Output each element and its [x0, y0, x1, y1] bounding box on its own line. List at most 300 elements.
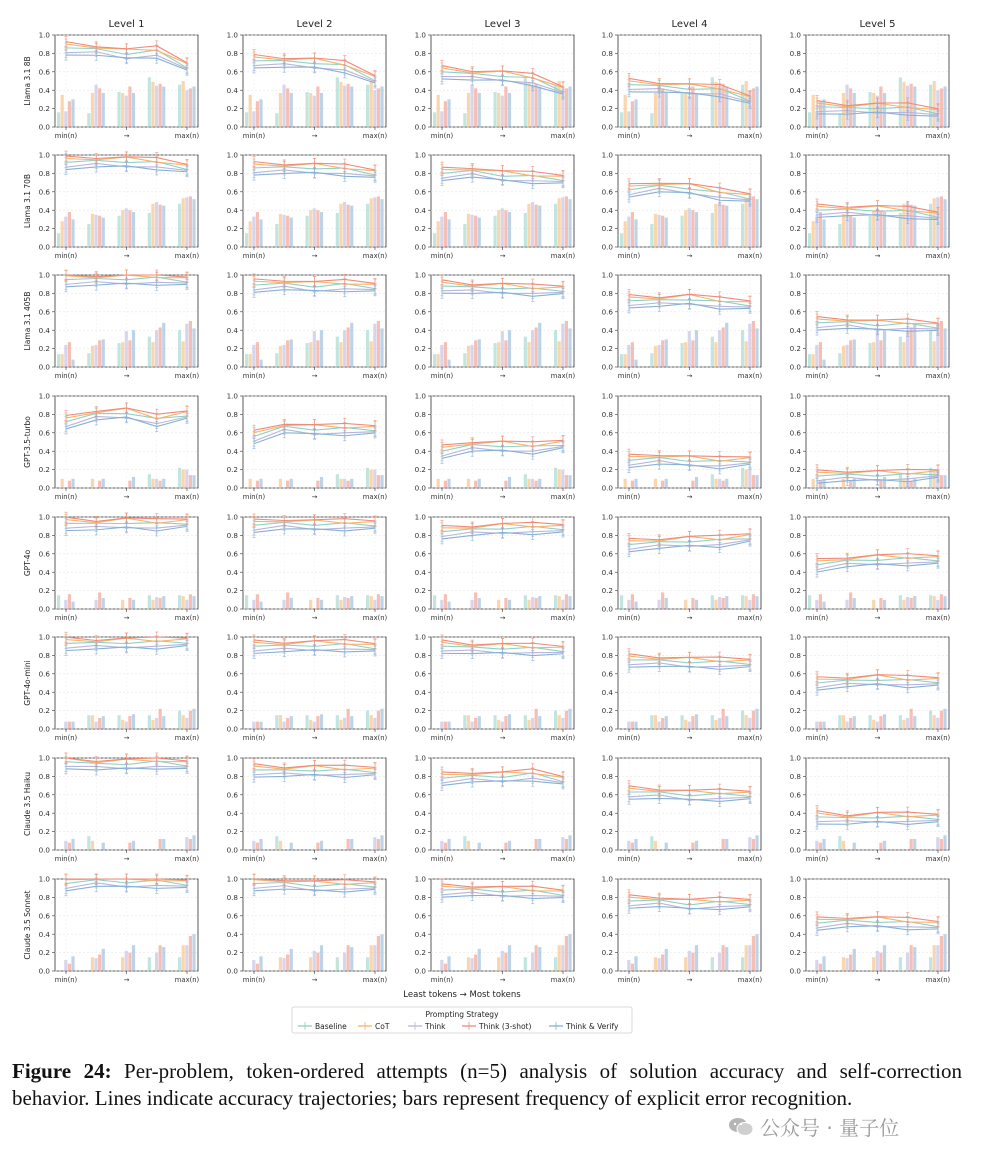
error-recognition-bar — [373, 718, 376, 729]
x-tick-label: → — [686, 855, 693, 863]
error-recognition-bar — [447, 956, 450, 971]
error-recognition-bar — [320, 93, 323, 127]
error-recognition-bar — [370, 945, 373, 971]
error-recognition-bar — [118, 343, 121, 367]
y-tick-label: 0.4 — [38, 325, 50, 335]
error-recognition-bar — [497, 342, 500, 367]
error-recognition-bar — [558, 596, 561, 609]
error-recognition-bar — [121, 720, 124, 729]
error-recognition-bar — [929, 330, 932, 367]
error-recognition-bar — [853, 218, 856, 247]
error-recognition-bar — [933, 715, 936, 729]
error-recognition-bar — [845, 345, 848, 367]
y-tick-label: 0.0 — [38, 362, 50, 372]
error-recognition-bar — [313, 951, 316, 971]
error-recognition-bar — [943, 328, 946, 367]
y-tick-label: 0.2 — [789, 706, 801, 716]
error-recognition-bar — [524, 957, 527, 971]
error-recognition-bar — [748, 837, 751, 850]
error-recognition-bar — [185, 90, 188, 127]
error-recognition-bar — [565, 88, 568, 127]
error-recognition-bar — [91, 346, 94, 367]
error-recognition-bar — [71, 360, 74, 367]
x-tick-label: min(n) — [617, 614, 641, 622]
column-title: Level 5 — [859, 19, 896, 30]
y-tick-label: 0.8 — [414, 531, 426, 540]
error-recognition-bar — [808, 595, 811, 609]
error-recognition-bar — [913, 596, 916, 609]
error-recognition-bar — [339, 720, 342, 729]
y-tick-label: 1.0 — [414, 270, 426, 280]
error-recognition-bar — [306, 216, 309, 247]
y-tick-label: 0.0 — [38, 604, 50, 614]
y-tick-label: 0.8 — [601, 49, 613, 58]
error-recognition-bar — [467, 93, 470, 127]
error-recognition-bar — [718, 330, 721, 367]
y-tick-label: 0.8 — [789, 651, 801, 660]
x-tick-label: max(n) — [174, 734, 200, 742]
error-recognition-bar — [61, 221, 64, 247]
x-tick-label: → — [874, 855, 881, 863]
x-tick-label: → — [311, 734, 318, 742]
subplot — [790, 513, 951, 622]
error-recognition-bar — [94, 722, 97, 729]
error-recognition-bar — [245, 595, 248, 609]
error-recognition-bar — [259, 722, 262, 729]
y-tick-label: 1.0 — [414, 753, 426, 763]
error-recognition-bar — [872, 720, 875, 729]
y-tick-label: 0.0 — [226, 242, 238, 252]
y-tick-label: 0.4 — [226, 85, 238, 95]
error-recognition-bar — [755, 709, 758, 729]
error-recognition-bar — [350, 839, 353, 850]
y-tick-label: 1.0 — [789, 270, 801, 280]
y-tick-label: 0.6 — [38, 67, 50, 77]
error-recognition-bar — [282, 85, 285, 127]
error-recognition-bar — [151, 204, 154, 247]
subplot — [227, 31, 388, 140]
error-recognition-bar — [57, 354, 60, 367]
error-recognition-bar — [849, 216, 852, 247]
y-tick-label: 0.6 — [38, 428, 50, 438]
error-recognition-bar — [178, 711, 181, 729]
error-recognition-bar — [347, 598, 350, 609]
error-recognition-bar — [661, 481, 664, 488]
y-tick-label: 0.6 — [789, 669, 801, 679]
error-recognition-bar — [812, 354, 815, 367]
error-recognition-bar — [343, 953, 346, 971]
error-recognition-bar — [132, 93, 135, 127]
error-recognition-bar — [620, 595, 623, 609]
y-tick-label: 0.4 — [789, 205, 801, 215]
error-recognition-bar — [94, 215, 97, 247]
error-recognition-bar — [192, 475, 195, 488]
error-recognition-bar — [189, 711, 192, 729]
y-tick-label: 1.0 — [601, 391, 613, 401]
error-recognition-bar — [508, 93, 511, 127]
error-recognition-bar — [377, 321, 380, 367]
error-recognition-bar — [657, 215, 660, 247]
error-recognition-bar — [249, 95, 252, 127]
error-recognition-bar — [102, 339, 105, 367]
error-recognition-bar — [132, 600, 135, 609]
subplot — [602, 513, 763, 622]
error-recognition-bar — [178, 330, 181, 367]
error-recognition-bar — [290, 716, 293, 729]
error-recognition-bar — [185, 837, 188, 850]
error-recognition-bar — [695, 600, 698, 609]
error-recognition-bar — [102, 949, 105, 971]
x-tick-label: min(n) — [430, 734, 454, 742]
error-recognition-bar — [433, 112, 436, 127]
error-recognition-bar — [440, 841, 443, 850]
error-recognition-bar — [718, 202, 721, 247]
x-tick-label: max(n) — [737, 734, 763, 742]
error-recognition-bar — [380, 475, 383, 488]
y-tick-label: 1.0 — [601, 270, 613, 280]
error-recognition-bar — [936, 837, 939, 850]
error-recognition-bar — [531, 718, 534, 729]
x-tick-label: → — [874, 252, 881, 260]
error-recognition-bar — [125, 722, 128, 729]
y-tick-label: 0.8 — [414, 651, 426, 660]
error-recognition-bar — [745, 470, 748, 488]
x-tick-label: → — [874, 614, 881, 622]
y-tick-label: 0.2 — [38, 224, 50, 234]
error-recognition-bar — [121, 600, 124, 609]
x-tick-label: max(n) — [174, 252, 200, 260]
error-recognition-bar — [531, 597, 534, 609]
error-recognition-bar — [808, 112, 811, 127]
error-recognition-bar — [91, 214, 94, 247]
error-recognition-bar — [128, 481, 131, 488]
error-recognition-bar — [159, 598, 162, 609]
y-tick-label: 0.0 — [789, 242, 801, 252]
y-tick-label: 0.6 — [38, 307, 50, 317]
x-tick-label: → — [123, 855, 130, 863]
subplot — [227, 151, 388, 260]
error-recognition-bar — [883, 330, 886, 367]
error-recognition-bar — [661, 592, 664, 609]
error-recognition-bar — [718, 479, 721, 488]
error-recognition-bar — [370, 715, 373, 729]
error-recognition-bar — [87, 113, 90, 127]
error-recognition-bar — [245, 354, 248, 367]
error-recognition-bar — [189, 196, 192, 247]
error-recognition-bar — [275, 715, 278, 729]
y-tick-label: 0.0 — [414, 724, 426, 734]
error-recognition-bar — [336, 715, 339, 729]
y-tick-label: 0.0 — [601, 122, 613, 132]
error-recognition-bar — [102, 843, 105, 850]
error-recognition-bar — [940, 196, 943, 247]
y-tick-label: 0.0 — [38, 122, 50, 132]
error-recognition-bar — [554, 468, 557, 488]
error-recognition-bar — [98, 216, 101, 247]
error-recognition-bar — [869, 715, 872, 729]
error-recognition-bar — [527, 600, 530, 609]
error-recognition-bar — [347, 481, 350, 488]
x-tick-label: min(n) — [242, 252, 266, 260]
error-recognition-bar — [259, 479, 262, 488]
x-tick-label: → — [874, 132, 881, 140]
error-recognition-bar — [657, 722, 660, 729]
error-recognition-bar — [444, 101, 447, 127]
x-tick-label: → — [123, 614, 130, 622]
x-tick-label: max(n) — [550, 614, 576, 622]
error-recognition-bar — [842, 841, 845, 850]
subplot — [39, 632, 200, 742]
y-tick-label: 0.4 — [38, 687, 50, 697]
y-tick-label: 0.2 — [601, 706, 613, 716]
y-tick-label: 1.0 — [601, 632, 613, 642]
error-recognition-bar — [320, 477, 323, 488]
error-recognition-bar — [467, 715, 470, 729]
x-tick-label: max(n) — [925, 493, 951, 501]
error-recognition-bar — [940, 88, 943, 127]
error-recognition-bar — [681, 216, 684, 247]
error-recognition-bar — [350, 716, 353, 729]
x-tick-label: max(n) — [925, 614, 951, 622]
x-tick-label: min(n) — [430, 132, 454, 140]
error-recognition-bar — [347, 709, 350, 729]
error-recognition-bar — [347, 84, 350, 127]
error-recognition-bar — [524, 715, 527, 729]
error-recognition-bar — [350, 947, 353, 971]
error-recognition-bar — [470, 600, 473, 609]
error-recognition-bar — [132, 212, 135, 247]
error-recognition-bar — [286, 481, 289, 488]
error-recognition-bar — [478, 843, 481, 850]
error-recognition-bar — [470, 345, 473, 367]
error-recognition-bar — [64, 345, 67, 367]
error-recognition-bar — [463, 353, 466, 367]
y-tick-label: 0.4 — [789, 85, 801, 95]
error-recognition-bar — [504, 340, 507, 367]
error-recognition-bar — [554, 711, 557, 729]
error-recognition-bar — [444, 342, 447, 367]
error-recognition-bar — [125, 331, 128, 367]
error-recognition-bar — [309, 600, 312, 609]
error-recognition-bar — [182, 198, 185, 247]
error-recognition-bar — [155, 597, 158, 609]
error-recognition-bar — [370, 341, 373, 367]
error-recognition-bar — [879, 843, 882, 850]
error-recognition-bar — [343, 330, 346, 367]
x-tick-label: max(n) — [174, 493, 200, 501]
row-label: Llama 3.1 405B — [23, 291, 32, 351]
error-recognition-bar — [725, 839, 728, 850]
error-recognition-bar — [87, 224, 90, 247]
x-tick-label: min(n) — [430, 372, 454, 380]
error-recognition-bar — [185, 324, 188, 367]
x-tick-label: min(n) — [54, 132, 78, 140]
y-tick-label: 0.0 — [789, 483, 801, 493]
error-recognition-bar — [433, 595, 436, 609]
error-recognition-bar — [624, 479, 627, 488]
error-recognition-bar — [463, 224, 466, 247]
y-tick-label: 0.8 — [601, 169, 613, 178]
error-recognition-bar — [259, 602, 262, 609]
error-recognition-bar — [306, 92, 309, 127]
error-recognition-bar — [87, 715, 90, 729]
error-recognition-bar — [350, 596, 353, 609]
error-recognition-bar — [535, 839, 538, 850]
error-recognition-bar — [182, 596, 185, 609]
error-recognition-bar — [933, 596, 936, 609]
error-recognition-bar — [842, 715, 845, 729]
subplot — [415, 633, 576, 742]
error-recognition-bar — [494, 216, 497, 247]
error-recognition-bar — [627, 111, 630, 127]
error-recognition-bar — [634, 479, 637, 488]
error-recognition-bar — [444, 212, 447, 247]
error-recognition-bar — [634, 360, 637, 367]
y-tick-label: 0.4 — [601, 446, 613, 456]
error-recognition-bar — [883, 212, 886, 247]
error-recognition-bar — [494, 715, 497, 729]
subplot — [602, 31, 763, 140]
error-recognition-bar — [128, 87, 131, 127]
error-recognition-bar — [631, 594, 634, 609]
error-recognition-bar — [501, 951, 504, 971]
y-tick-label: 0.6 — [601, 669, 613, 679]
x-tick-label: max(n) — [925, 372, 951, 380]
error-recognition-bar — [752, 594, 755, 609]
error-recognition-bar — [68, 101, 71, 127]
error-recognition-bar — [568, 199, 571, 247]
error-recognition-bar — [94, 345, 97, 367]
y-tick-label: 0.0 — [414, 242, 426, 252]
error-recognition-bar — [869, 343, 872, 367]
error-recognition-bar — [755, 475, 758, 488]
subplot — [39, 392, 200, 501]
error-recognition-bar — [849, 718, 852, 729]
error-recognition-bar — [189, 321, 192, 367]
error-recognition-bar — [245, 233, 248, 247]
y-tick-label: 0.8 — [38, 772, 50, 781]
error-recognition-bar — [282, 600, 285, 609]
y-tick-label: 1.0 — [38, 874, 50, 884]
error-recognition-bar — [538, 323, 541, 367]
error-recognition-bar — [688, 208, 691, 247]
error-recognition-bar — [182, 341, 185, 367]
y-tick-label: 0.4 — [226, 325, 238, 335]
error-recognition-bar — [752, 711, 755, 729]
y-tick-label: 1.0 — [226, 753, 238, 763]
error-recognition-bar — [902, 600, 905, 609]
error-recognition-bar — [118, 715, 121, 729]
error-recognition-bar — [478, 949, 481, 971]
y-tick-label: 0.4 — [38, 808, 50, 818]
y-tick-label: 0.6 — [226, 549, 238, 559]
error-recognition-bar — [320, 945, 323, 971]
error-recognition-bar — [535, 945, 538, 971]
error-recognition-bar — [316, 340, 319, 367]
x-tick-label: max(n) — [362, 132, 388, 140]
y-tick-label: 0.6 — [601, 790, 613, 800]
error-recognition-bar — [159, 327, 162, 367]
error-recognition-bar — [940, 475, 943, 488]
error-recognition-bar — [565, 839, 568, 850]
y-tick-label: 0.0 — [38, 242, 50, 252]
error-recognition-bar — [68, 342, 71, 367]
error-recognition-bar — [725, 206, 728, 247]
y-tick-label: 1.0 — [226, 512, 238, 522]
error-recognition-bar — [290, 949, 293, 971]
error-recognition-bar — [474, 340, 477, 367]
x-tick-label: min(n) — [54, 252, 78, 260]
error-recognition-bar — [366, 204, 369, 247]
error-recognition-bar — [467, 346, 470, 367]
error-recognition-bar — [838, 224, 841, 247]
error-recognition-bar — [665, 479, 668, 488]
y-tick-label: 0.0 — [789, 604, 801, 614]
x-tick-label: min(n) — [242, 734, 266, 742]
error-recognition-bar — [508, 330, 511, 367]
y-tick-label: 0.0 — [226, 483, 238, 493]
error-recognition-bar — [478, 716, 481, 729]
y-tick-label: 0.0 — [601, 604, 613, 614]
x-tick-label: min(n) — [242, 132, 266, 140]
error-recognition-bar — [497, 957, 500, 971]
error-recognition-bar — [558, 341, 561, 367]
error-recognition-bar — [494, 92, 497, 127]
error-recognition-bar — [64, 722, 67, 729]
subplot — [39, 874, 200, 984]
error-recognition-bar — [838, 715, 841, 729]
error-recognition-bar — [853, 598, 856, 609]
error-recognition-bar — [531, 330, 534, 367]
error-recognition-bar — [748, 718, 751, 729]
y-tick-label: 1.0 — [226, 632, 238, 642]
x-tick-label: → — [499, 855, 506, 863]
error-recognition-bar — [661, 340, 664, 367]
error-recognition-bar — [684, 210, 687, 247]
x-tick-label: → — [123, 734, 130, 742]
error-recognition-bar — [316, 87, 319, 127]
error-recognition-bar — [910, 327, 913, 367]
error-recognition-bar — [631, 212, 634, 247]
error-recognition-bar — [650, 836, 653, 850]
error-recognition-bar — [57, 233, 60, 247]
error-recognition-bar — [91, 841, 94, 850]
row-label: Claude 3.5 Sonnet — [23, 890, 32, 960]
y-tick-label: 0.4 — [226, 929, 238, 939]
error-recognition-bar — [815, 345, 818, 367]
error-recognition-bar — [309, 957, 312, 971]
error-recognition-bar — [151, 479, 154, 488]
error-recognition-bar — [306, 343, 309, 367]
x-tick-label: max(n) — [550, 372, 576, 380]
error-recognition-bar — [132, 330, 135, 367]
y-tick-label: 0.6 — [38, 549, 50, 559]
error-recognition-bar — [504, 953, 507, 971]
y-tick-label: 0.2 — [226, 948, 238, 958]
error-recognition-bar — [943, 709, 946, 729]
y-tick-label: 0.6 — [226, 911, 238, 921]
x-tick-label: min(n) — [54, 734, 78, 742]
error-recognition-bar — [102, 479, 105, 488]
error-recognition-bar — [933, 470, 936, 488]
error-recognition-bar — [132, 945, 135, 971]
error-recognition-bar — [447, 839, 450, 850]
error-recognition-bar — [189, 594, 192, 609]
error-recognition-bar — [91, 957, 94, 971]
error-recognition-bar — [838, 836, 841, 850]
error-recognition-bar — [565, 936, 568, 971]
x-tick-label: max(n) — [550, 976, 576, 984]
